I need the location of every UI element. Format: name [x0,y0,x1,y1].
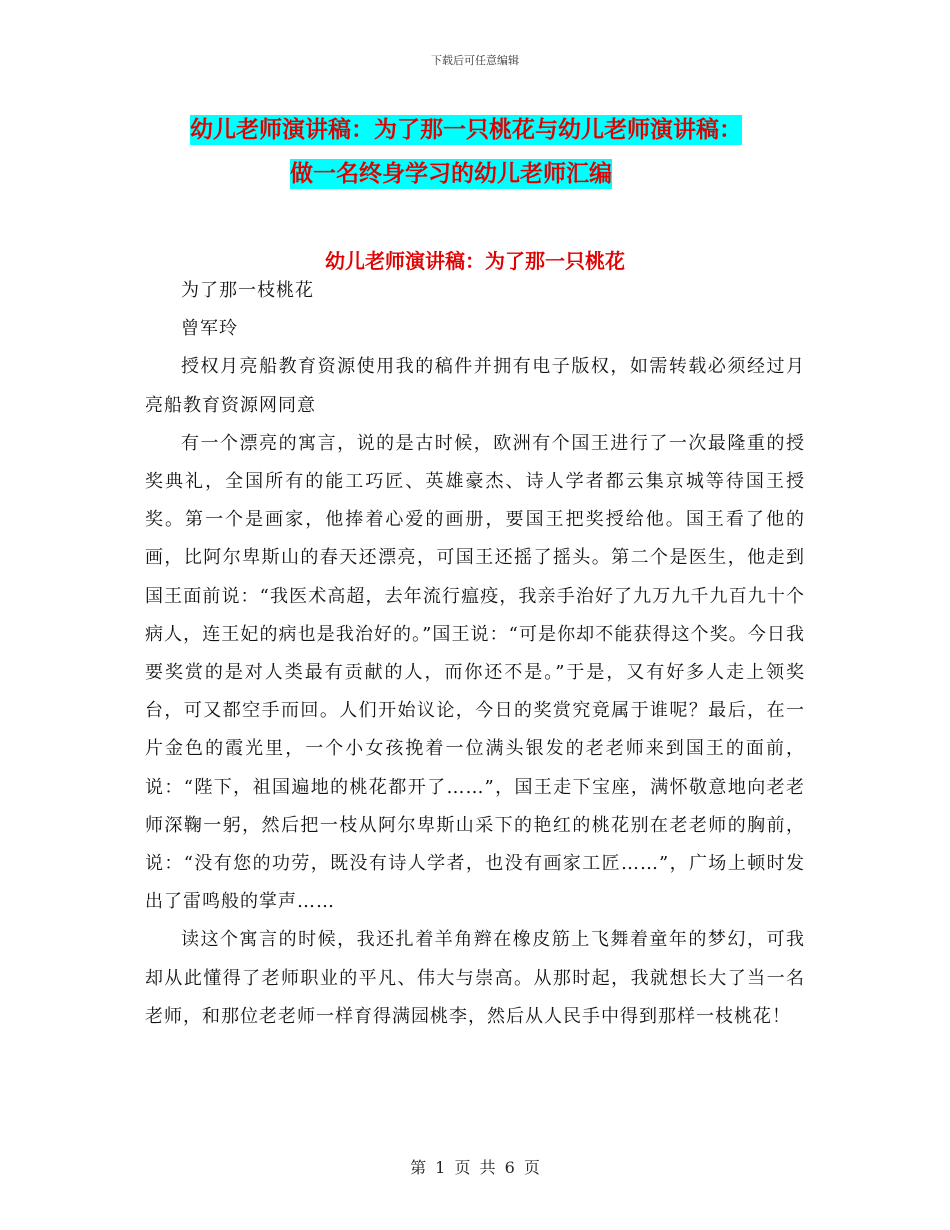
article-body [145,272,805,1036]
copyright-paragraph: 授权月亮船教育资源使用我的稿件并拥有电子版权，如需转载必须经过月亮船教育资源网同意 [145,356,805,416]
fable-paragraph: 有一个漂亮的寓言，说的是古时候，欧洲有个国王进行了一次最隆重的授奖典礼，全国所有的能工巧匠、英雄豪杰、诗人学者都云集京城等待国王授奖。第一个是画家，他捧着心爱的画册，要国王把奖授给他。国王看了他的画，比阿尔卑斯山的春天还漂亮，可国王还摇了摇头。第二个是医生，他走到国王面前说：“我医术高超，去年流行瘟疫，我亲手治好了九万九千九百九十个病人，连王妃的病也是我治好的。”国王说：“可是你却不能获得这个奖。今日我要奖赏的是对人类最有贡献的人，而你还不是。”于是，又有好多人走上领奖台，可又都空手而回。人们开始议论，今日的奖赏究竟属于谁呢？最后，在一片金色的霞光里，一个小女孩挽着一位满头银发的老老师来到国王的面前，说：“陛下，祖国遍地的桃花都开了……”，国王走下宝座，满怀敬意地向老老师深鞠一躬，然后把一枝从阿尔卑斯山采下的艳红的桃花别在老老师的胸前，说：“没有您的功劳，既没有诗人学者，也没有画家工匠……”，广场上顿时发出了雷鸣般的掌声…… [145,432,805,913]
document-title-line-2: 做一名终身学习的幼儿老师汇编 [290,161,612,187]
page-number-footer: 第 1 页 共 6 页 [410,1158,540,1177]
document-title [190,108,830,196]
document-title-line-1: 幼儿老师演讲稿：为了那一只桃花与幼儿老师演讲稿： [190,117,742,143]
reflection-paragraph: 读这个寓言的时候，我还扎着羊角辫在橡皮筋上飞舞着童年的梦幻，可我却从此懂得了老师职业的平凡、伟大与崇高。从那时起，我就想长大了当一名老师，和那位老老师一样育得满园桃李，然后从人民手中得到那样一枝桃花！ [145,929,805,1027]
section-title: 幼儿老师演讲稿：为了那一只桃花 [325,249,625,273]
page-header-note: 下载后可任意编辑 [431,54,519,67]
article-author: 曾军玲 [181,318,238,340]
article-subtitle: 为了那一枝桃花 [181,280,314,301]
